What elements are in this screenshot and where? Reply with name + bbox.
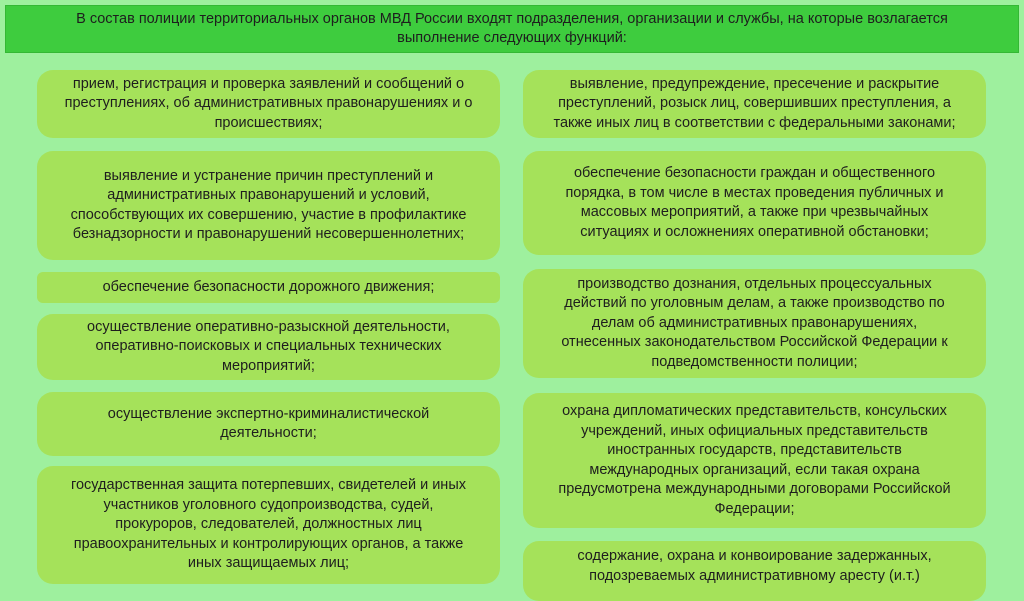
function-text: осуществление экспертно-криминалистической деятельности;	[107, 405, 430, 441]
function-text: выявление и устранение причин преступлений и административных правонарушений и условий, способствующих их совершению, участие в профилактике безнадзорности и правонарушений несовершеннолетних;	[70, 167, 467, 242]
function-item-left-1	[37, 70, 500, 138]
function-text: осуществление оперативно-разыскной деятельности, оперативно-поисковых и специальных технических мероприятий;	[87, 318, 450, 374]
function-item-right-1	[523, 70, 986, 138]
function-text: обеспечение безопасности дорожного движения;	[102, 278, 435, 295]
function-item-left-4	[37, 314, 500, 380]
function-text: государственная защита потерпевших, свидетелей и иных участников уголовного судопроизводства, судей, прокуроров, следователей, должностных лиц правоохранительных и контролирующих органов, а также иных защищаемых лиц;	[71, 477, 466, 572]
function-text: производство дознания, отдельных процессуальных действий по уголовным делам, а также производство по делам об административных правонарушениях, отнесенных законодательством Российской Федерации к подведомственности полиции;	[561, 275, 948, 370]
function-item-right-3	[523, 269, 986, 378]
function-item-right-4	[523, 393, 986, 528]
function-text: прием, регистрация и проверка заявлений и сообщений о преступлениях, об административных правонарушениях и о происшествиях;	[64, 75, 473, 131]
function-item-left-5	[37, 392, 500, 456]
function-item-left-2	[37, 151, 500, 260]
function-text: охрана дипломатических представительств, консульских учреждений, иных официальных представительств иностранных государств, представительств международных организаций, если такая охрана предусмотрена международными договорами Российской Федерации;	[558, 403, 951, 517]
header-text: В состав полиции территориальных органов МВД России входят подразделения, организации и службы, на которые возлагается выполнение следующих функций:	[76, 11, 948, 46]
function-item-left-3	[37, 272, 500, 303]
function-text: обеспечение безопасности граждан и общественного порядка, в том числе в местах проведения публичных и массовых мероприятий, а также при чрезвычайных ситуациях и осложнениях оперативной обстановки;	[565, 165, 944, 240]
slide-header	[5, 5, 1019, 53]
function-item-left-6	[37, 466, 500, 584]
function-item-right-5	[523, 541, 986, 601]
function-text: содержание, охрана и конвоирование задержанных, подозреваемых административному аресту (и.т.)	[577, 548, 932, 584]
function-text: выявление, предупреждение, пресечение и раскрытие преступлений, розыск лиц, совершивших преступления, а также иных лиц в соответствии с федеральными законами;	[553, 75, 956, 131]
function-item-right-2	[523, 151, 986, 255]
